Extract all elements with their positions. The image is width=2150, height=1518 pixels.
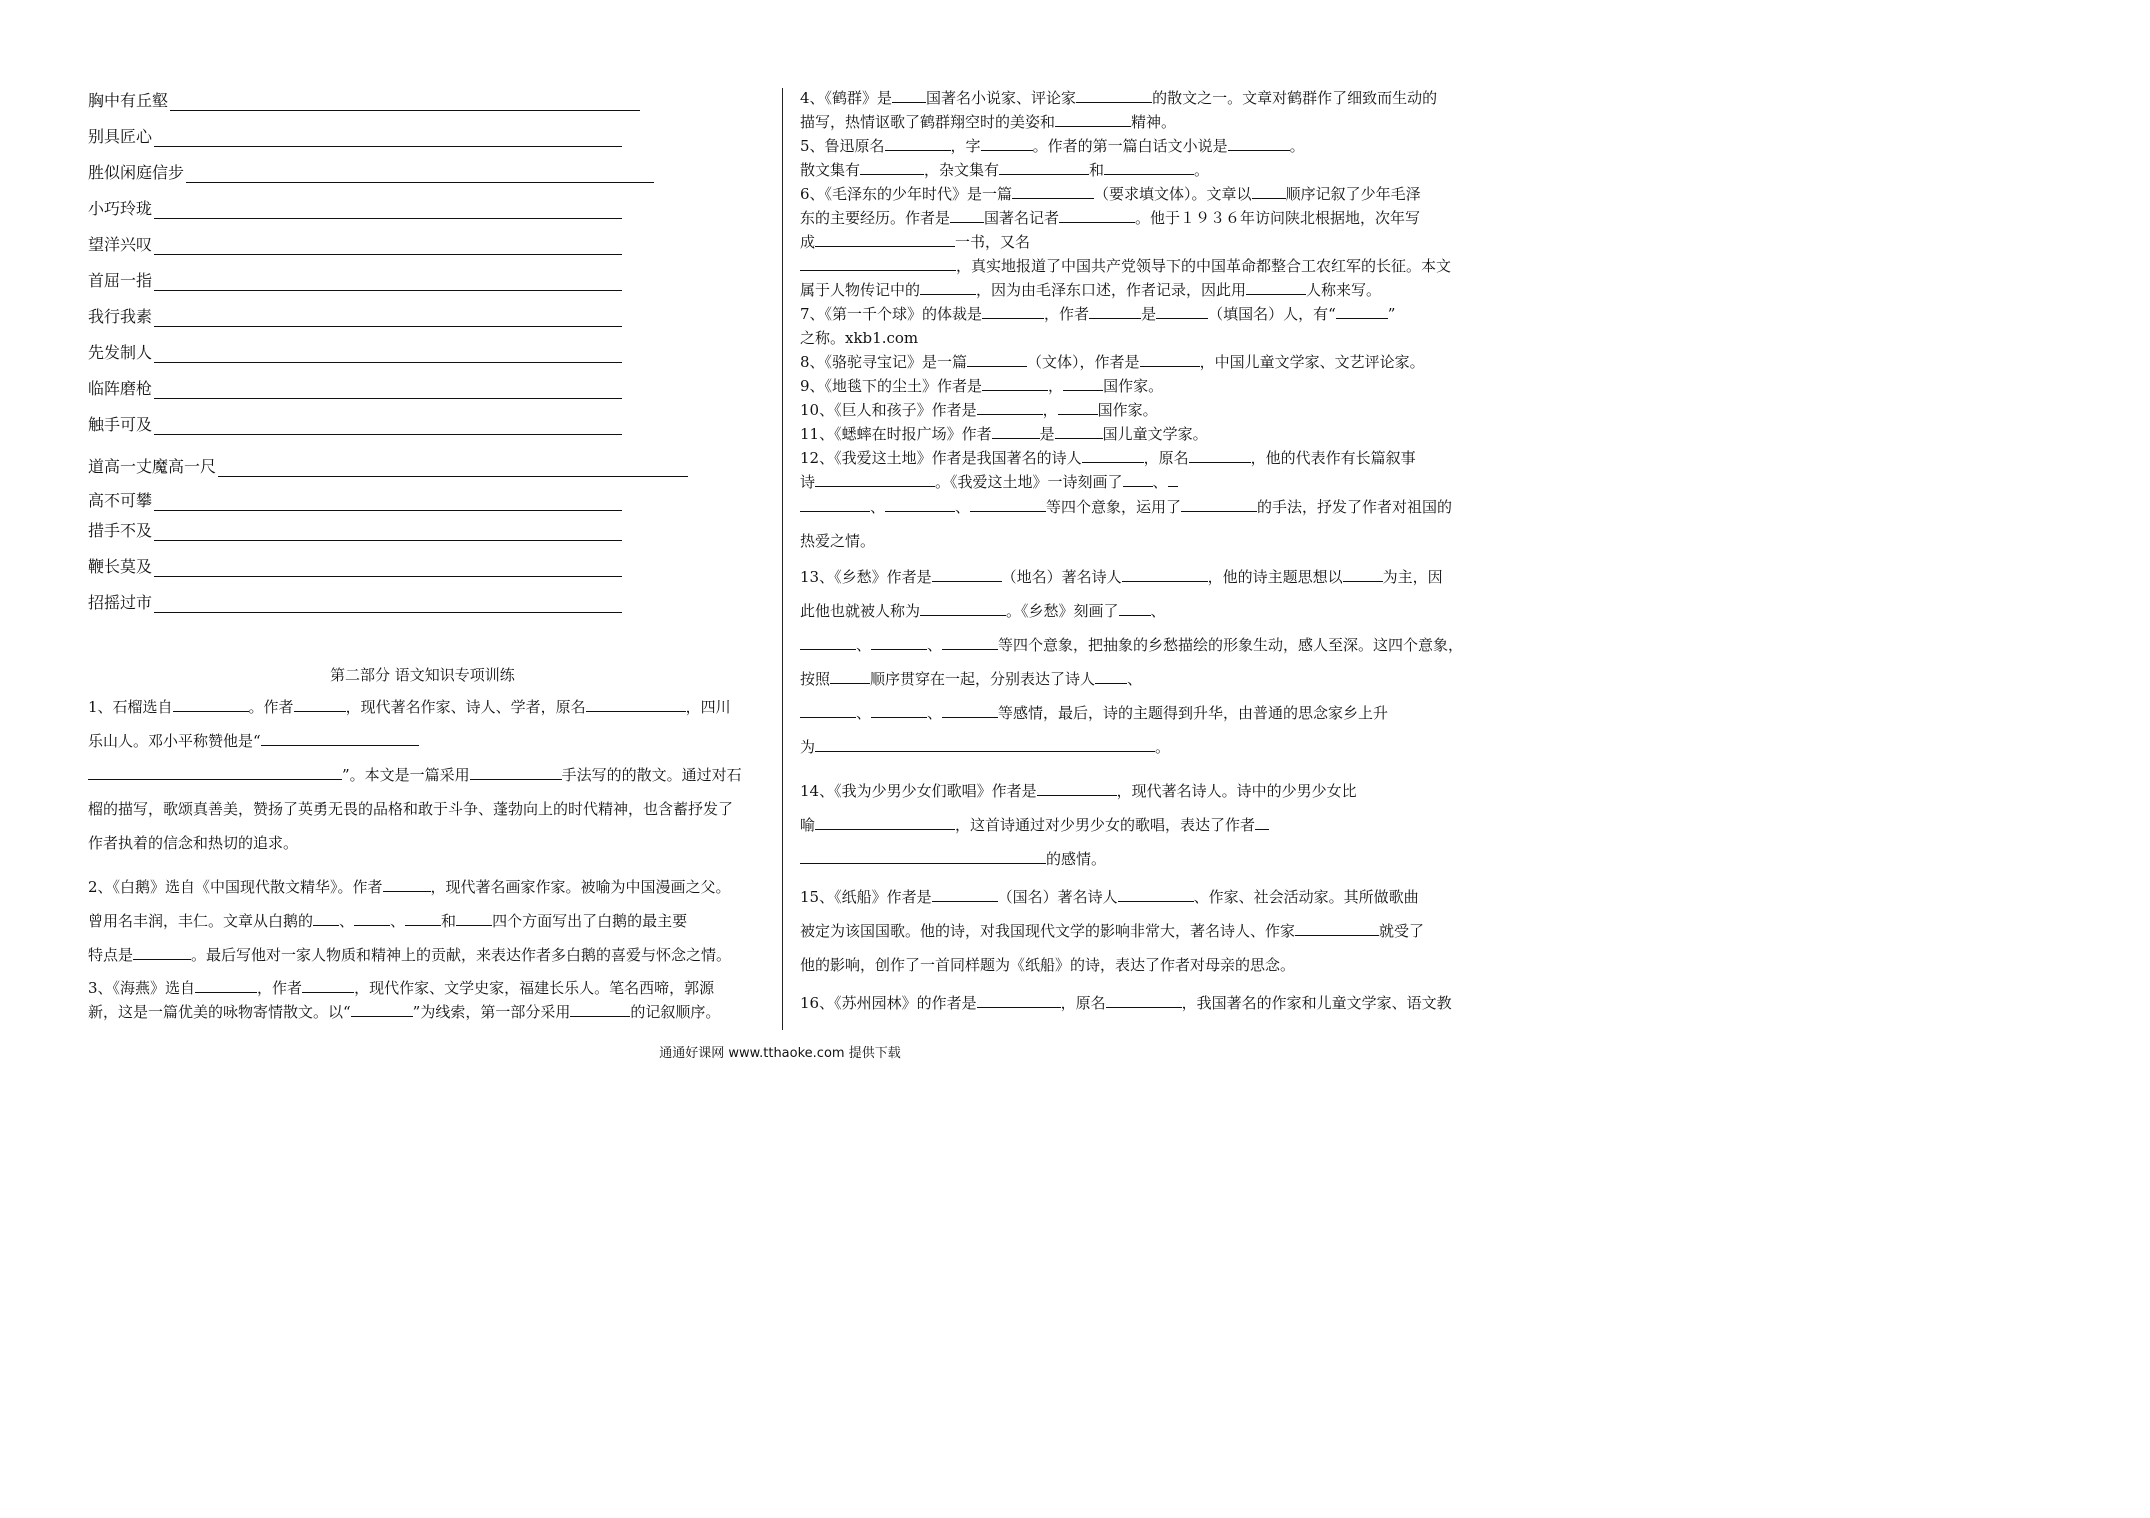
idiom-text: 小巧玲珑 <box>88 199 153 218</box>
question-3 <box>88 976 778 1024</box>
idiom-item <box>88 124 622 147</box>
idiom-item <box>88 268 622 291</box>
answer-blank[interactable] <box>294 697 346 712</box>
q-text: 3、《海燕》选自 <box>88 979 196 997</box>
idiom-text: 先发制人 <box>88 343 153 362</box>
answer-blank[interactable] <box>1059 208 1135 223</box>
q-text: 国作家。 <box>1097 401 1158 419</box>
answer-line[interactable] <box>154 384 622 399</box>
answer-blank[interactable] <box>885 136 951 151</box>
q-text: ，原名 <box>1060 994 1106 1012</box>
question-16 <box>800 986 1490 1020</box>
q-text: 的记叙顺序。 <box>630 1003 721 1021</box>
idiom-text: 临阵磨枪 <box>88 379 153 398</box>
q-text: 4、《鹤群》是 <box>800 89 893 107</box>
q-text: 手法写的的散文。通过对石 <box>561 766 742 784</box>
answer-blank[interactable] <box>351 1002 413 1017</box>
answer-blank[interactable] <box>977 993 1061 1008</box>
answer-line[interactable] <box>154 526 622 541</box>
answer-blank[interactable] <box>1343 567 1383 582</box>
q-text: 国作家。 <box>1103 377 1164 395</box>
q-text: 。他于１９３６年访问陕北根据地，次年写 <box>1135 209 1421 227</box>
idiom-item <box>88 160 654 183</box>
q-text: 精神。 <box>1131 113 1177 131</box>
idiom-text: 胸中有丘壑 <box>88 91 169 110</box>
question-4-12 <box>800 86 1490 494</box>
q-text: 、 <box>856 636 872 654</box>
answer-blank[interactable] <box>1106 993 1182 1008</box>
q-text: 成 <box>800 233 816 251</box>
answer-blank[interactable] <box>800 703 856 718</box>
question-13 <box>800 560 1490 764</box>
answer-blank[interactable] <box>1063 376 1103 391</box>
q-text: ，现代著名画家作家。被喻为中国漫画之父。 <box>430 878 731 896</box>
answer-blank[interactable] <box>1156 304 1208 319</box>
q-text: （填国名）人，有“ <box>1208 305 1336 323</box>
answer-blank[interactable] <box>871 703 927 718</box>
answer-blank[interactable] <box>1089 304 1141 319</box>
q-text: ，现代著名作家、诗人、学者，原名 <box>345 698 586 716</box>
answer-blank[interactable] <box>815 815 955 830</box>
q-text: ，真实地报道了中国共产党领导下的中国革命都整合工农红军的长征。本文 <box>956 257 1452 275</box>
q-text: 描写，热情讴歌了鹤群翔空时的美姿和 <box>800 113 1056 131</box>
answer-blank[interactable] <box>815 737 1155 752</box>
answer-blank[interactable] <box>800 849 1046 864</box>
answer-blank[interactable] <box>1095 669 1127 684</box>
answer-line[interactable] <box>154 496 622 511</box>
answer-blank[interactable] <box>1181 497 1257 512</box>
answer-blank[interactable] <box>1255 815 1269 830</box>
q-text: 。 <box>1194 161 1210 179</box>
answer-blank[interactable] <box>405 911 441 926</box>
q-text: 此他也就被人称为 <box>800 602 921 620</box>
answer-blank[interactable] <box>1037 781 1117 796</box>
q-text: 国著名记者 <box>984 209 1060 227</box>
answer-blank[interactable] <box>1123 472 1153 487</box>
q-text: 14、《我为少男少女们歌唱》作者是 <box>800 782 1037 800</box>
q-text: 16、《苏州园林》的作者是 <box>800 994 977 1012</box>
q-text: ，他的诗主题思想以 <box>1207 568 1343 586</box>
answer-blank[interactable] <box>173 697 249 712</box>
idiom-item <box>88 590 622 613</box>
q-text: 新，这是一篇优美的咏物寄情散文。以“ <box>88 1003 351 1021</box>
question-14 <box>800 774 1490 876</box>
answer-blank[interactable] <box>1076 88 1152 103</box>
q-text: 乐山人。邓小平称赞他是“ <box>88 732 261 750</box>
answer-blank[interactable] <box>815 232 955 247</box>
q-text: ，作者 <box>257 979 303 997</box>
answer-blank[interactable] <box>195 978 257 993</box>
q-text: 12、《我爱这土地》作者是我国著名的诗人 <box>800 449 1082 467</box>
answer-line[interactable] <box>170 96 640 111</box>
answer-blank[interactable] <box>920 601 1006 616</box>
answer-line[interactable] <box>154 240 622 255</box>
q-text: 9、《地毯下的尘土》作者是 <box>800 377 983 395</box>
answer-blank[interactable] <box>1295 921 1379 936</box>
q-text: 为主，因 <box>1382 568 1443 586</box>
q-text: ，原名 <box>1143 449 1189 467</box>
q-text: 10、《巨人和孩子》作者是 <box>800 401 977 419</box>
answer-blank[interactable] <box>261 731 419 746</box>
answer-blank[interactable] <box>932 567 1002 582</box>
answer-blank[interactable] <box>932 887 998 902</box>
q-text: 作者执着的信念和热切的追求。 <box>88 834 299 852</box>
q-text: 15、《纸船》作者是 <box>800 888 932 906</box>
answer-blank[interactable] <box>999 160 1089 175</box>
q-text: 、 <box>1152 473 1168 491</box>
answer-blank[interactable] <box>920 280 976 295</box>
answer-blank[interactable] <box>977 400 1043 415</box>
idiom-text: 措手不及 <box>88 521 153 540</box>
q-text: 顺序贯穿在一起，分别表达了诗人 <box>870 670 1096 688</box>
answer-blank[interactable] <box>871 635 927 650</box>
answer-blank[interactable] <box>570 1002 630 1017</box>
idiom-text: 望洋兴叹 <box>88 235 153 254</box>
answer-blank[interactable] <box>302 978 354 993</box>
q-text: 是 <box>1141 305 1157 323</box>
q-text: 、作家、社会活动家。其所做歌曲 <box>1193 888 1419 906</box>
q-text: 。《乡愁》刻画了 <box>1006 602 1119 620</box>
q-text: ，中国儿童文学家、文艺评论家。 <box>1199 353 1425 371</box>
idiom-item <box>88 88 640 111</box>
question-2 <box>88 870 778 972</box>
answer-blank[interactable] <box>1189 448 1251 463</box>
q-text: 国著名小说家、评论家 <box>926 89 1077 107</box>
q-text: ，因为由毛泽东口述，作者记录，因此用 <box>976 281 1247 299</box>
answer-blank[interactable] <box>1252 184 1286 199</box>
q-text: 。最后写他对一家人物质和精神上的贡献，来表达作者多白鹅的喜爱与怀念之情。 <box>191 946 732 964</box>
q-text: 等四个意象，运用了 <box>1046 498 1182 516</box>
q-text: 6、《毛泽东的少年时代》是一篇 <box>800 185 1013 203</box>
q-text: ”为线索，第一部分采用 <box>412 1003 571 1021</box>
q-text: 是 <box>1039 425 1055 443</box>
answer-blank[interactable] <box>133 945 191 960</box>
answer-blank[interactable] <box>892 88 926 103</box>
q-text: 榴的描写，歌颂真善美，赞扬了英勇无畏的品格和敢于斗争、蓬勃向上的时代精神，也含蓄抒发了 <box>88 800 734 818</box>
q-text: 7、《第一千个球》的体裁是 <box>800 305 983 323</box>
q-text: 2、《白鹅》选自《中国现代散文精华》。作者 <box>88 878 383 896</box>
answer-blank[interactable] <box>1055 424 1103 439</box>
q-text: ，这首诗通过对少男少女的歌唱，表达了作者 <box>955 816 1256 834</box>
q-text: 人称来写。 <box>1306 281 1382 299</box>
answer-blank[interactable] <box>967 352 1027 367</box>
q-text: ，现代著名诗人。诗中的少男少女比 <box>1116 782 1357 800</box>
idiom-item <box>88 488 622 511</box>
answer-blank[interactable] <box>470 765 562 780</box>
answer-blank[interactable] <box>1336 304 1388 319</box>
idiom-item <box>88 518 622 541</box>
answer-blank[interactable] <box>586 697 686 712</box>
answer-line[interactable] <box>154 420 622 435</box>
answer-blank[interactable] <box>970 497 1046 512</box>
answer-blank[interactable] <box>982 376 1048 391</box>
q-text: ， <box>1042 401 1058 419</box>
q-text: 诗 <box>800 473 816 491</box>
idiom-text: 触手可及 <box>88 415 153 434</box>
q-text: 属于人物传记中的 <box>800 281 921 299</box>
answer-line[interactable] <box>218 462 688 477</box>
answer-blank[interactable] <box>815 472 935 487</box>
idiom-item <box>88 304 622 327</box>
idiom-item <box>88 554 622 577</box>
q-text: 5、鲁迅原名 <box>800 137 885 155</box>
q-text: 按照 <box>800 670 831 688</box>
q-text: 、 <box>927 636 943 654</box>
q-text: ，我国著名的作家和儿童文学家、语文教 <box>1181 994 1452 1012</box>
answer-blank[interactable] <box>860 160 924 175</box>
q-text: 。作者的第一篇白话文小说是 <box>1032 137 1228 155</box>
answer-blank[interactable] <box>800 256 956 271</box>
answer-line[interactable] <box>154 312 622 327</box>
idiom-item <box>88 454 688 477</box>
q-text: 、 <box>1127 670 1143 688</box>
q-text: 他的影响，创作了一首同样题为《纸船》的诗，表达了作者对母亲的思念。 <box>800 956 1296 974</box>
answer-blank[interactable] <box>982 304 1044 319</box>
answer-blank[interactable] <box>942 703 998 718</box>
idiom-text: 鞭长莫及 <box>88 557 153 576</box>
idiom-item <box>88 196 622 219</box>
answer-blank[interactable] <box>981 136 1033 151</box>
q-text: 国儿童文学家。 <box>1102 425 1208 443</box>
q-text: 四个方面写出了白鹅的最主要 <box>492 912 688 930</box>
q-text: ，字 <box>950 137 981 155</box>
answer-blank[interactable] <box>1104 160 1194 175</box>
answer-blank[interactable] <box>383 877 431 892</box>
answer-blank[interactable] <box>1140 352 1200 367</box>
answer-line[interactable] <box>154 204 622 219</box>
answer-blank[interactable] <box>800 497 870 512</box>
q-text: （地名）著名诗人 <box>1001 568 1122 586</box>
q-text: ” <box>1387 305 1396 323</box>
answer-blank[interactable] <box>456 911 492 926</box>
q-text: 。 <box>1155 738 1171 756</box>
answer-blank[interactable] <box>830 669 870 684</box>
q-text: 的感情。 <box>1046 850 1107 868</box>
answer-line[interactable] <box>154 562 622 577</box>
answer-blank[interactable] <box>800 635 856 650</box>
idiom-text: 我行我素 <box>88 307 153 326</box>
q-text: 的散文之一。文章对鹤群作了细致而生动的 <box>1152 89 1438 107</box>
q-text: 、 <box>390 912 406 930</box>
q-text: ，现代作家、文学史家，福建长乐人。笔名西啼，郭源 <box>354 979 715 997</box>
answer-blank[interactable] <box>1122 567 1208 582</box>
idiom-item <box>88 232 622 255</box>
answer-line[interactable] <box>154 598 622 613</box>
q-text: 1、石榴选自 <box>88 698 173 716</box>
q-text: 、 <box>870 498 886 516</box>
q-text: （国名）著名诗人 <box>997 888 1118 906</box>
answer-blank[interactable] <box>1118 887 1194 902</box>
q-text: ”。本文是一篇采用 <box>342 766 470 784</box>
idiom-text: 别具匠心 <box>88 127 153 146</box>
idiom-text: 首屈一指 <box>88 271 153 290</box>
q-text: 8、《骆驼寻宝记》是一篇 <box>800 353 968 371</box>
answer-blank[interactable] <box>1012 184 1094 199</box>
q-text: 13、《乡愁》作者是 <box>800 568 932 586</box>
q-text: 。作者 <box>248 698 294 716</box>
q-text: 等感情，最后，诗的主题得到升华，由普通的思念家乡上升 <box>998 704 1389 722</box>
idiom-item <box>88 376 622 399</box>
section-title: 第二部分 语文知识专项训练 <box>330 666 515 684</box>
idiom-text: 高不可攀 <box>88 491 153 510</box>
q-text: 、 <box>1150 602 1166 620</box>
q-text: 就受了 <box>1379 922 1425 940</box>
q-text: ，他的代表作有长篇叙事 <box>1250 449 1416 467</box>
q-text: 散文集有 <box>800 161 861 179</box>
idiom-text: 胜似闲庭信步 <box>88 163 185 182</box>
answer-line[interactable] <box>154 276 622 291</box>
idiom-item <box>88 412 622 435</box>
answer-blank[interactable] <box>88 765 342 780</box>
q-text: 之称。xkb1.com <box>800 329 919 347</box>
q-text: 的手法，抒发了作者对祖国的 <box>1257 498 1453 516</box>
q-text: 东的主要经历。作者是 <box>800 209 951 227</box>
q-text: 曾用名丰润，丰仁。文章从白鹅的 <box>88 912 314 930</box>
page-footer: 通通好课网 www.tthaoke.com 提供下载 <box>659 1046 901 1061</box>
q-text: 、 <box>339 912 355 930</box>
answer-blank[interactable] <box>1058 400 1098 415</box>
answer-blank[interactable] <box>1228 136 1290 151</box>
q-text: 顺序记叙了少年毛泽 <box>1285 185 1421 203</box>
q-text: （文体），作者是 <box>1027 353 1140 371</box>
question-12-cont <box>800 490 1490 558</box>
q-text: 、 <box>927 704 943 722</box>
answer-blank[interactable] <box>354 911 390 926</box>
column-divider <box>782 88 783 1030</box>
q-text: 。《我爱这土地》一诗刻画了 <box>935 473 1123 491</box>
q-text: 被定为该国国歌。他的诗，对我国现代文学的影响非常大，著名诗人、作家 <box>800 922 1296 940</box>
answer-blank[interactable] <box>1055 112 1131 127</box>
q-text: 。 <box>1289 137 1305 155</box>
answer-line[interactable] <box>154 348 622 363</box>
answer-line[interactable] <box>186 168 654 183</box>
idiom-item <box>88 340 622 363</box>
answer-blank[interactable] <box>942 635 998 650</box>
q-text: ，四川 <box>685 698 731 716</box>
answer-blank[interactable] <box>1168 472 1178 487</box>
q-text: 为 <box>800 738 816 756</box>
idiom-text: 招摇过市 <box>88 593 153 612</box>
q-text: 、 <box>955 498 971 516</box>
answer-blank[interactable] <box>1246 280 1306 295</box>
answer-blank[interactable] <box>992 424 1040 439</box>
q-text: 特点是 <box>88 946 134 964</box>
answer-blank[interactable] <box>313 911 339 926</box>
question-15 <box>800 880 1490 982</box>
answer-blank[interactable] <box>1082 448 1144 463</box>
q-text: 、 <box>856 704 872 722</box>
answer-blank[interactable] <box>885 497 955 512</box>
answer-blank[interactable] <box>1119 601 1151 616</box>
answer-blank[interactable] <box>950 208 984 223</box>
q-text: 喻 <box>800 816 816 834</box>
q-text: 一书，又名 <box>955 233 1031 251</box>
q-text: 和 <box>441 912 457 930</box>
q-text: 等四个意象，把抽象的乡愁描绘的形象生动，感人至深。这四个意象， <box>998 636 1464 654</box>
q-text: 11、《蟋蟀在时报广场》作者 <box>800 425 992 443</box>
q-text: ， <box>1048 377 1064 395</box>
q-text: ，作者 <box>1044 305 1090 323</box>
q-text: 热爱之情。 <box>800 532 876 550</box>
q-text: （要求填文体）。文章以 <box>1094 185 1252 203</box>
q-text: 和 <box>1089 161 1105 179</box>
answer-line[interactable] <box>154 132 622 147</box>
q-text: ，杂文集有 <box>924 161 1000 179</box>
idiom-text: 道高一丈魔高一尺 <box>88 457 217 476</box>
question-1 <box>88 690 768 860</box>
